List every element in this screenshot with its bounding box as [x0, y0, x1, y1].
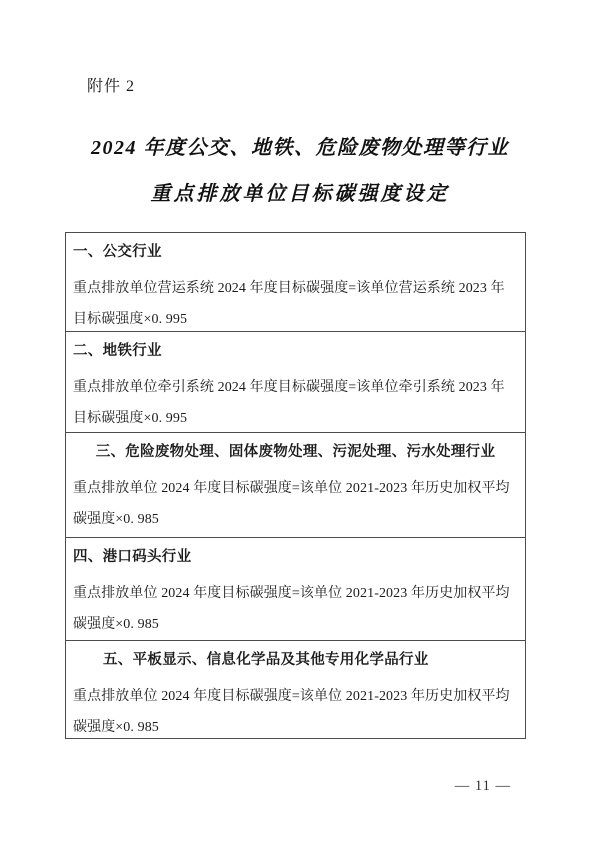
section-body: 重点排放单位 2024 年度目标碳强度=该单位 2021-2023 年历史加权平均碳强度×0. 985 [73, 481, 510, 527]
document-title-line1: 2024 年度公交、地铁、危险废物处理等行业 [91, 137, 509, 159]
attachment-label: 附件 2 [87, 78, 136, 95]
table-row-waste-treatment-industry [66, 432, 525, 537]
targets-table [65, 232, 526, 739]
section-body: 重点排放单位 2024 年度目标碳强度=该单位 2021-2023 年历史加权平均碳强度×0. 985 [73, 586, 510, 632]
table-row-subway-industry [66, 331, 525, 432]
table-row-port-industry [66, 537, 525, 640]
section-title: 四、港口码头行业 [73, 549, 192, 565]
document-title-line2: 重点排放单位目标碳强度设定 [150, 183, 450, 205]
section-body: 重点排放单位营运系统 2024 年度目标碳强度=该单位营运系统 2023 年目标碳强度×0. 995 [73, 281, 505, 327]
table-row-bus-industry [66, 233, 525, 331]
section-body: 重点排放单位 2024 年度目标碳强度=该单位 2021-2023 年历史加权平均碳强度×0. 985 [73, 689, 510, 735]
page-number: — 11 — [454, 778, 511, 794]
section-body: 重点排放单位牵引系统 2024 年度目标碳强度=该单位牵引系统 2023 年目标碳强度×0. 995 [73, 380, 505, 426]
section-title: 三、危险废物处理、固体废物处理、污泥处理、污水处理行业 [95, 444, 496, 460]
section-title: 五、平板显示、信息化学品及其他专用化学品行业 [103, 652, 429, 668]
section-title: 一、公交行业 [73, 244, 162, 260]
section-title: 二、地铁行业 [73, 343, 162, 359]
table-row-display-chemicals-industry [66, 640, 525, 738]
